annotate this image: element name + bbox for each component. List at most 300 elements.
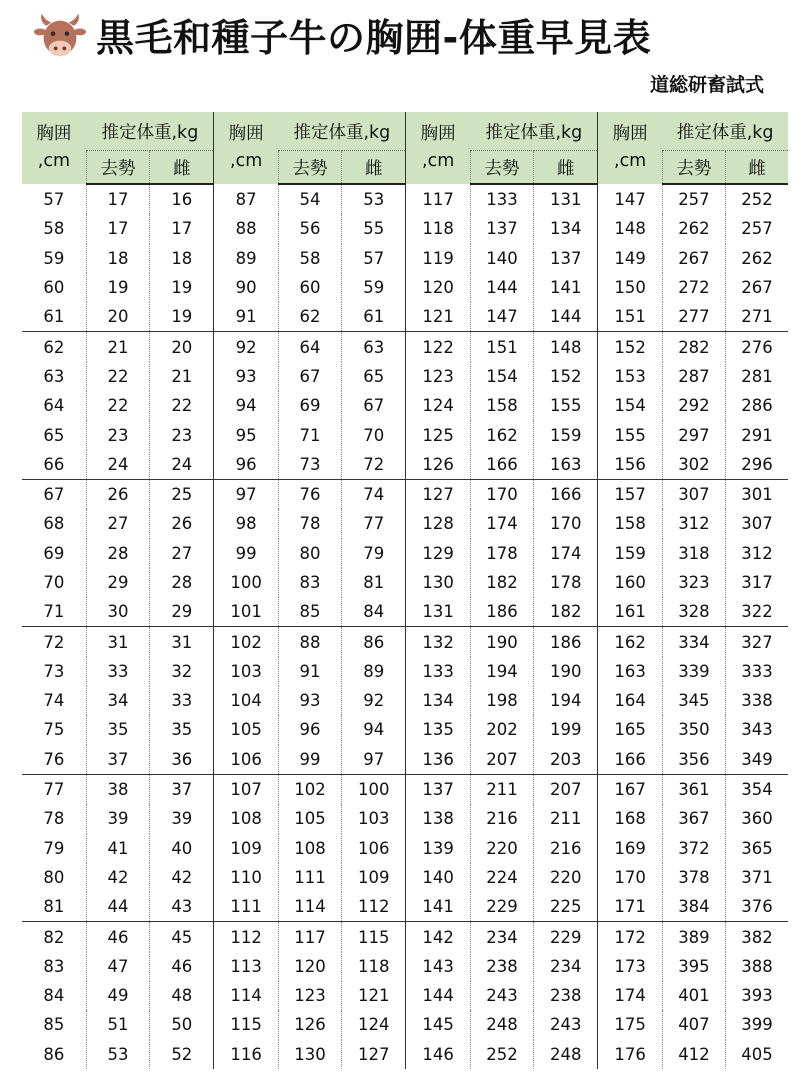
castrated-weight-cell: 302 (662, 450, 725, 480)
female-weight-cell: 186 (534, 627, 598, 657)
female-weight-cell: 141 (534, 273, 598, 302)
girth-cell: 97 (214, 479, 278, 509)
castrated-weight-cell: 46 (86, 922, 149, 952)
girth-cell: 160 (598, 568, 662, 597)
girth-cell: 100 (214, 568, 278, 597)
castrated-weight-cell: 47 (86, 952, 149, 981)
female-weight-cell: 28 (150, 568, 214, 597)
girth-cell: 69 (43, 543, 65, 563)
female-weight-cell: 65 (342, 362, 406, 391)
female-weight-cell: 84 (342, 597, 406, 627)
female-weight-cell: 18 (150, 244, 214, 273)
castrated-weight-cell: 234 (470, 922, 533, 952)
castrated-weight-cell: 51 (86, 1010, 149, 1039)
female-header: 雌 (726, 151, 788, 185)
girth-cell: 132 (406, 627, 470, 657)
table-row (22, 420, 788, 449)
female-weight-cell: 338 (726, 686, 788, 715)
girth-cell: 131 (406, 597, 470, 627)
table-row (22, 244, 788, 273)
female-weight-cell: 77 (342, 509, 406, 538)
female-weight-cell: 127 (342, 1040, 406, 1069)
female-weight-cell: 203 (534, 745, 598, 775)
formula-source: 道総研畜試式 (649, 74, 764, 96)
girth-cell: 110 (214, 863, 278, 892)
female-weight-cell: 312 (726, 539, 788, 568)
girth-cell: 136 (406, 745, 470, 775)
table-row (22, 1010, 788, 1039)
girth-cell: 135 (406, 715, 470, 744)
castrated-weight-cell: 111 (278, 863, 341, 892)
castrated-weight-cell: 182 (470, 568, 533, 597)
castrated-weight-cell: 17 (86, 184, 149, 214)
female-weight-cell: 399 (726, 1010, 788, 1039)
castrated-weight-cell: 216 (470, 804, 533, 833)
castrated-weight-cell: 211 (470, 774, 533, 804)
castrated-weight-cell: 262 (662, 214, 725, 243)
female-header: 雌 (342, 151, 406, 185)
table-row (22, 568, 788, 597)
girth-cell: 72 (43, 632, 65, 652)
girth-cell: 74 (43, 691, 65, 711)
girth-cell: 78 (43, 809, 65, 829)
castrated-weight-cell: 44 (86, 892, 149, 922)
girth-cell: 124 (406, 391, 470, 420)
castrated-weight-cell: 34 (86, 686, 149, 715)
female-weight-cell: 59 (342, 273, 406, 302)
female-weight-cell: 94 (342, 715, 406, 744)
girth-weight-table (22, 112, 788, 1069)
girth-cell: 66 (22, 450, 86, 480)
castrated-weight-cell: 99 (278, 745, 341, 775)
castrated-weight-cell: 88 (278, 627, 341, 657)
girth-cell: 79 (43, 838, 65, 858)
castrated-weight-cell: 243 (470, 981, 533, 1010)
female-weight-cell: 322 (726, 597, 788, 627)
girth-cell: 152 (598, 332, 662, 362)
girth-cell: 93 (214, 362, 278, 391)
girth-header: 胸囲 ,cm (214, 112, 278, 184)
girth-cell: 114 (214, 981, 278, 1010)
female-header: 雌 (534, 151, 598, 185)
girth-cell: 85 (43, 1015, 65, 1035)
girth-cell: 153 (598, 362, 662, 391)
castrated-weight-cell: 312 (662, 509, 725, 538)
castrated-weight-cell: 147 (470, 302, 533, 332)
castrated-weight-cell: 39 (86, 804, 149, 833)
female-weight-cell: 25 (150, 479, 214, 509)
female-weight-cell: 152 (534, 362, 598, 391)
castrated-weight-cell: 78 (278, 509, 341, 538)
castrated-weight-cell: 58 (278, 244, 341, 273)
castrated-weight-cell: 31 (86, 627, 149, 657)
castrated-weight-cell: 238 (470, 952, 533, 981)
female-weight-cell: 17 (150, 214, 214, 243)
girth-cell: 121 (406, 302, 470, 332)
girth-cell: 64 (43, 396, 65, 416)
castrated-weight-cell: 207 (470, 745, 533, 775)
female-weight-cell: 81 (342, 568, 406, 597)
female-weight-cell: 388 (726, 952, 788, 981)
castrated-weight-cell: 27 (86, 509, 149, 538)
castrated-weight-cell: 389 (662, 922, 725, 952)
castrated-weight-cell: 93 (278, 686, 341, 715)
table-row (22, 302, 788, 332)
female-weight-cell: 178 (534, 568, 598, 597)
female-weight-cell: 79 (342, 539, 406, 568)
female-weight-cell: 89 (342, 657, 406, 686)
girth-cell: 83 (43, 956, 65, 976)
female-weight-cell: 74 (342, 479, 406, 509)
castrated-weight-cell: 19 (86, 273, 149, 302)
female-weight-cell: 343 (726, 715, 788, 744)
female-weight-cell: 48 (150, 981, 214, 1010)
female-weight-cell: 194 (534, 686, 598, 715)
castrated-weight-cell: 282 (662, 332, 725, 362)
castrated-weight-cell: 102 (278, 774, 341, 804)
girth-cell: 61 (22, 302, 86, 332)
castrated-weight-cell: 23 (86, 420, 149, 449)
female-weight-cell: 327 (726, 627, 788, 657)
female-weight-cell: 35 (150, 715, 214, 744)
girth-cell: 164 (598, 686, 662, 715)
castrated-weight-cell: 154 (470, 362, 533, 391)
castrated-weight-cell: 114 (278, 892, 341, 922)
castrated-weight-cell: 105 (278, 804, 341, 833)
table-row (22, 597, 788, 627)
castrated-weight-cell: 17 (86, 214, 149, 243)
female-weight-cell: 32 (150, 657, 214, 686)
girth-cell: 172 (598, 922, 662, 952)
female-weight-cell: 40 (150, 834, 214, 863)
castrated-weight-cell: 272 (662, 273, 725, 302)
girth-cell: 171 (598, 892, 662, 922)
castrated-weight-cell: 367 (662, 804, 725, 833)
girth-cell: 119 (406, 244, 470, 273)
castrated-weight-cell: 80 (278, 539, 341, 568)
female-weight-cell: 291 (726, 420, 788, 449)
female-weight-cell: 53 (342, 184, 406, 214)
castrated-weight-cell: 130 (278, 1040, 341, 1069)
female-weight-cell: 86 (342, 627, 406, 657)
girth-cell: 109 (214, 834, 278, 863)
table-row (22, 715, 788, 744)
girth-cell: 158 (598, 509, 662, 538)
girth-cell: 129 (406, 539, 470, 568)
table-row (22, 686, 788, 715)
castrated-weight-cell: 202 (470, 715, 533, 744)
castrated-weight-cell: 42 (86, 863, 149, 892)
girth-cell: 161 (598, 597, 662, 627)
castrated-weight-cell: 162 (470, 420, 533, 449)
girth-cell: 176 (598, 1040, 662, 1069)
castrated-header: 去勢 (86, 151, 149, 185)
castrated-weight-cell: 328 (662, 597, 725, 627)
castrated-weight-cell: 35 (86, 715, 149, 744)
girth-cell: 123 (406, 362, 470, 391)
female-weight-cell: 20 (150, 332, 214, 362)
girth-cell: 98 (214, 509, 278, 538)
female-weight-cell: 333 (726, 657, 788, 686)
table-row (22, 214, 788, 243)
castrated-weight-cell: 54 (278, 184, 341, 214)
girth-cell: 91 (214, 302, 278, 332)
table-row (22, 450, 788, 480)
weight-header: 推定体重,kg (662, 112, 788, 151)
female-weight-cell: 393 (726, 981, 788, 1010)
table-row (22, 981, 788, 1010)
female-weight-cell: 29 (150, 597, 214, 627)
castrated-weight-cell: 64 (278, 332, 341, 362)
castrated-weight-cell: 144 (470, 273, 533, 302)
castrated-weight-cell: 361 (662, 774, 725, 804)
female-weight-cell: 23 (150, 420, 214, 449)
female-weight-cell: 234 (534, 952, 598, 981)
castrated-weight-cell: 292 (662, 391, 725, 420)
castrated-weight-cell: 26 (86, 479, 149, 509)
girth-cell: 82 (43, 927, 65, 947)
female-weight-cell: 262 (726, 244, 788, 273)
female-weight-cell: 55 (342, 214, 406, 243)
castrated-weight-cell: 401 (662, 981, 725, 1010)
girth-cell: 92 (214, 332, 278, 362)
table-row (22, 804, 788, 833)
female-weight-cell: 103 (342, 804, 406, 833)
female-header: 雌 (150, 151, 214, 185)
girth-cell: 90 (214, 273, 278, 302)
castrated-weight-cell: 252 (470, 1040, 533, 1069)
female-weight-cell: 36 (150, 745, 214, 775)
castrated-weight-cell: 224 (470, 863, 533, 892)
castrated-weight-cell: 372 (662, 834, 725, 863)
girth-cell: 168 (598, 804, 662, 833)
girth-cell: 115 (214, 1010, 278, 1039)
female-weight-cell: 148 (534, 332, 598, 362)
castrated-weight-cell: 24 (86, 450, 149, 480)
castrated-header: 去勢 (470, 151, 533, 185)
female-weight-cell: 271 (726, 302, 788, 332)
female-weight-cell: 50 (150, 1010, 214, 1039)
weight-header: 推定体重,kg (278, 112, 406, 151)
castrated-weight-cell: 287 (662, 362, 725, 391)
castrated-weight-cell: 137 (470, 214, 533, 243)
castrated-weight-cell: 18 (86, 244, 149, 273)
castrated-weight-cell: 29 (86, 568, 149, 597)
female-weight-cell: 57 (342, 244, 406, 273)
castrated-weight-cell: 190 (470, 627, 533, 657)
female-weight-cell: 301 (726, 479, 788, 509)
girth-cell: 87 (214, 184, 278, 214)
castrated-weight-cell: 22 (86, 391, 149, 420)
castrated-weight-cell: 194 (470, 657, 533, 686)
table-row (22, 539, 788, 568)
female-weight-cell: 42 (150, 863, 214, 892)
castrated-weight-cell: 277 (662, 302, 725, 332)
female-weight-cell: 39 (150, 804, 214, 833)
cow-face-icon (34, 12, 86, 64)
castrated-weight-cell: 20 (86, 302, 149, 332)
table-row (22, 863, 788, 892)
castrated-weight-cell: 73 (278, 450, 341, 480)
female-weight-cell: 371 (726, 863, 788, 892)
girth-cell: 62 (43, 337, 65, 357)
castrated-header: 去勢 (662, 151, 725, 185)
girth-cell: 104 (214, 686, 278, 715)
girth-header: 胸囲 ,cm (406, 112, 470, 184)
female-weight-cell: 276 (726, 332, 788, 362)
girth-cell: 139 (406, 834, 470, 863)
female-weight-cell: 360 (726, 804, 788, 833)
girth-cell: 65 (43, 425, 65, 445)
girth-cell: 67 (43, 485, 65, 505)
girth-cell: 133 (406, 657, 470, 686)
castrated-weight-cell: 395 (662, 952, 725, 981)
table-row (22, 657, 788, 686)
table-row (22, 332, 788, 362)
girth-cell: 120 (406, 273, 470, 302)
female-weight-cell: 106 (342, 834, 406, 863)
girth-cell: 96 (214, 450, 278, 480)
female-weight-cell: 27 (150, 539, 214, 568)
girth-cell: 57 (43, 189, 65, 209)
castrated-weight-cell: 378 (662, 863, 725, 892)
female-weight-cell: 63 (342, 332, 406, 362)
castrated-weight-cell: 33 (86, 657, 149, 686)
castrated-weight-cell: 307 (662, 479, 725, 509)
weight-header: 推定体重,kg (86, 112, 214, 151)
girth-cell: 130 (406, 568, 470, 597)
castrated-weight-cell: 96 (278, 715, 341, 744)
castrated-weight-cell: 91 (278, 657, 341, 686)
table-row (22, 952, 788, 981)
girth-cell: 134 (406, 686, 470, 715)
girth-cell: 159 (598, 539, 662, 568)
girth-cell: 88 (214, 214, 278, 243)
female-weight-cell: 216 (534, 834, 598, 863)
girth-cell: 145 (406, 1010, 470, 1039)
girth-header: 胸囲 ,cm (22, 112, 86, 184)
castrated-weight-cell: 108 (278, 834, 341, 863)
female-weight-cell: 220 (534, 863, 598, 892)
castrated-weight-cell: 62 (278, 302, 341, 332)
table-row (22, 1040, 788, 1069)
castrated-weight-cell: 323 (662, 568, 725, 597)
castrated-weight-cell: 166 (470, 450, 533, 480)
girth-cell: 106 (214, 745, 278, 775)
castrated-weight-cell: 56 (278, 214, 341, 243)
girth-cell: 163 (598, 657, 662, 686)
castrated-weight-cell: 83 (278, 568, 341, 597)
female-weight-cell: 26 (150, 509, 214, 538)
girth-cell: 137 (406, 774, 470, 804)
girth-cell: 165 (598, 715, 662, 744)
female-weight-cell: 166 (534, 479, 598, 509)
girth-cell: 101 (214, 597, 278, 627)
girth-cell: 108 (214, 804, 278, 833)
female-weight-cell: 19 (150, 273, 214, 302)
girth-cell: 155 (598, 420, 662, 449)
castrated-weight-cell: 158 (470, 391, 533, 420)
castrated-weight-cell: 318 (662, 539, 725, 568)
girth-cell: 113 (214, 952, 278, 981)
castrated-weight-cell: 345 (662, 686, 725, 715)
castrated-weight-cell: 41 (86, 834, 149, 863)
female-weight-cell: 92 (342, 686, 406, 715)
girth-cell: 81 (22, 892, 86, 922)
girth-cell: 146 (406, 1040, 470, 1069)
girth-cell: 60 (43, 278, 65, 298)
girth-cell: 128 (406, 509, 470, 538)
girth-cell: 166 (598, 745, 662, 775)
female-weight-cell: 199 (534, 715, 598, 744)
girth-cell: 125 (406, 420, 470, 449)
castrated-weight-cell: 30 (86, 597, 149, 627)
table-row (22, 745, 788, 775)
castrated-weight-cell: 151 (470, 332, 533, 362)
castrated-weight-cell: 267 (662, 244, 725, 273)
female-weight-cell: 365 (726, 834, 788, 863)
girth-cell: 73 (43, 661, 65, 681)
female-weight-cell: 97 (342, 745, 406, 775)
female-weight-cell: 67 (342, 391, 406, 420)
girth-cell: 80 (43, 867, 65, 887)
girth-cell: 68 (43, 514, 65, 534)
table-row (22, 479, 788, 509)
girth-cell: 107 (214, 774, 278, 804)
girth-cell: 58 (43, 219, 65, 239)
female-weight-cell: 376 (726, 892, 788, 922)
table-body (22, 184, 788, 1069)
girth-cell: 103 (214, 657, 278, 686)
female-weight-cell: 61 (342, 302, 406, 332)
castrated-weight-cell: 407 (662, 1010, 725, 1039)
girth-cell: 117 (406, 184, 470, 214)
castrated-weight-cell: 356 (662, 745, 725, 775)
female-weight-cell: 159 (534, 420, 598, 449)
girth-cell: 149 (598, 244, 662, 273)
female-weight-cell: 144 (534, 302, 598, 332)
castrated-weight-cell: 120 (278, 952, 341, 981)
female-weight-cell: 248 (534, 1040, 598, 1069)
girth-cell: 70 (43, 573, 65, 592)
girth-cell: 89 (214, 244, 278, 273)
female-weight-cell: 131 (534, 184, 598, 214)
castrated-weight-cell: 76 (278, 479, 341, 509)
female-weight-cell: 37 (150, 774, 214, 804)
castrated-weight-cell: 248 (470, 1010, 533, 1039)
castrated-weight-cell: 38 (86, 774, 149, 804)
castrated-weight-cell: 257 (662, 184, 725, 214)
girth-cell: 156 (598, 450, 662, 480)
female-weight-cell: 109 (342, 863, 406, 892)
castrated-weight-cell: 178 (470, 539, 533, 568)
girth-cell: 151 (598, 302, 662, 332)
female-weight-cell: 190 (534, 657, 598, 686)
castrated-weight-cell: 384 (662, 892, 725, 922)
table-row (22, 391, 788, 420)
castrated-weight-cell: 28 (86, 539, 149, 568)
female-weight-cell: 31 (150, 627, 214, 657)
female-weight-cell: 296 (726, 450, 788, 480)
castrated-weight-cell: 117 (278, 922, 341, 952)
table-row (22, 892, 788, 922)
female-weight-cell: 238 (534, 981, 598, 1010)
female-weight-cell: 267 (726, 273, 788, 302)
female-weight-cell: 211 (534, 804, 598, 833)
female-weight-cell: 257 (726, 214, 788, 243)
girth-cell: 147 (598, 184, 662, 214)
castrated-weight-cell: 229 (470, 892, 533, 922)
